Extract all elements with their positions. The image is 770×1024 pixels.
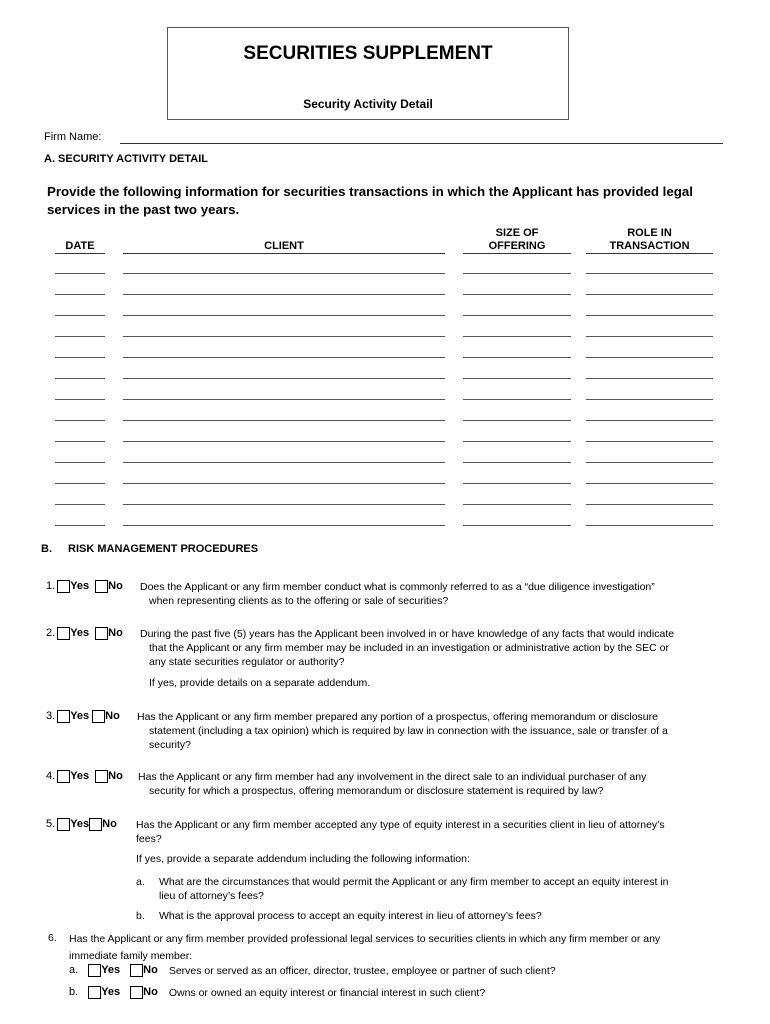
client-field[interactable] — [123, 399, 445, 400]
question-line: Has the Applicant or any firm member had any involvement in the direct sale to an individual purchaser of any — [138, 771, 647, 783]
section-a-heading: A. SECURITY ACTIVITY DETAIL — [44, 153, 208, 165]
role-field[interactable] — [586, 399, 713, 400]
client-field[interactable] — [123, 462, 445, 463]
question-number: 5. — [46, 818, 56, 830]
role-field[interactable] — [586, 483, 713, 484]
column-header-size-underline — [463, 253, 571, 254]
client-field[interactable] — [123, 315, 445, 316]
size-field[interactable] — [463, 315, 571, 316]
date-field[interactable] — [55, 378, 105, 379]
yes-checkbox[interactable] — [88, 964, 101, 977]
date-field[interactable] — [55, 315, 105, 316]
question-line: security for which a prospectus, offering memorandum or disclosure statement is required by law? — [149, 785, 604, 797]
no-checkbox[interactable] — [89, 818, 102, 831]
yes-label: Yes — [70, 627, 90, 639]
section-a-intro — [47, 183, 693, 219]
client-field[interactable] — [123, 441, 445, 442]
role-field[interactable] — [586, 441, 713, 442]
client-field[interactable] — [123, 378, 445, 379]
question-6-number: 6. — [48, 932, 57, 944]
no-checkbox[interactable] — [95, 580, 108, 593]
size-field[interactable] — [463, 336, 571, 337]
question-line: any state securities regulator or authority? — [149, 656, 345, 668]
question-5-sub-b: What is the approval process to accept an equity interest in lieu of attorney’s fees? — [159, 910, 542, 922]
client-field[interactable] — [123, 420, 445, 421]
role-field[interactable] — [586, 420, 713, 421]
client-field[interactable] — [123, 483, 445, 484]
client-field[interactable] — [123, 357, 445, 358]
column-header-role-line2: TRANSACTION — [609, 240, 690, 252]
firm-name-label: Firm Name: — [44, 131, 102, 143]
question-note: If yes, provide details on a separate addendum. — [149, 677, 371, 689]
date-field[interactable] — [55, 525, 105, 526]
role-field[interactable] — [586, 315, 713, 316]
size-field[interactable] — [463, 462, 571, 463]
yes-label: Yes — [101, 964, 121, 976]
size-field[interactable] — [463, 525, 571, 526]
question-note: If yes, provide a separate addendum including the following information: — [136, 853, 470, 865]
question-3-text — [137, 710, 668, 752]
column-header-client: CLIENT — [264, 240, 304, 252]
date-field[interactable] — [55, 357, 105, 358]
section-b-letter: B. — [41, 543, 52, 555]
column-header-date: DATE — [65, 240, 95, 252]
size-field[interactable] — [463, 357, 571, 358]
size-field[interactable] — [463, 273, 571, 274]
size-field[interactable] — [463, 399, 571, 400]
question-number: 3. — [46, 710, 56, 722]
date-field[interactable] — [55, 462, 105, 463]
client-field[interactable] — [123, 525, 445, 526]
question-line: Has the Applicant or any firm member provided professional legal services to securities clients in which any firm member or any — [69, 933, 661, 945]
question-1-answer — [46, 580, 123, 593]
column-header-date-underline — [55, 253, 105, 254]
date-field[interactable] — [55, 294, 105, 295]
client-field[interactable] — [123, 294, 445, 295]
column-header-size-line2: OFFERING — [488, 240, 546, 252]
section-b-heading: RISK MANAGEMENT PROCEDURES — [68, 543, 259, 555]
sub-letter: a. — [69, 964, 79, 976]
question-line: when representing clients as to the offering or sale of securities? — [149, 595, 449, 607]
question-line: immediate family member: — [69, 950, 193, 962]
column-header-role-underline — [586, 253, 713, 254]
question-line: lieu of attorney’s fees? — [159, 890, 264, 902]
yes-label: Yes — [70, 710, 90, 722]
question-3-answer — [46, 710, 120, 723]
role-field[interactable] — [586, 273, 713, 274]
question-number: 2. — [46, 627, 56, 639]
size-field[interactable] — [463, 441, 571, 442]
question-5-answer — [46, 818, 117, 831]
client-field[interactable] — [123, 273, 445, 274]
question-5-sub-b-letter: b. — [136, 910, 145, 922]
size-field[interactable] — [463, 483, 571, 484]
question-line: Owns or owned an equity interest or financial interest in such client? — [168, 987, 486, 999]
size-field[interactable] — [463, 420, 571, 421]
date-field[interactable] — [55, 441, 105, 442]
yes-checkbox[interactable] — [57, 710, 70, 723]
role-field[interactable] — [586, 462, 713, 463]
column-header-role-line1: ROLE IN — [627, 227, 672, 239]
client-field[interactable] — [123, 336, 445, 337]
yes-checkbox[interactable] — [57, 580, 70, 593]
role-field[interactable] — [586, 294, 713, 295]
date-field[interactable] — [55, 273, 105, 274]
question-line: Does the Applicant or any firm member conduct what is commonly referred to as a “due diligence investigation” — [140, 581, 655, 593]
size-field[interactable] — [463, 294, 571, 295]
date-field[interactable] — [55, 420, 105, 421]
date-field[interactable] — [55, 399, 105, 400]
yes-label: Yes — [101, 986, 121, 998]
question-1-text — [140, 580, 655, 608]
section-a-intro-line2: services in the past two years. — [47, 202, 240, 217]
no-checkbox[interactable] — [92, 710, 105, 723]
date-field[interactable] — [55, 504, 105, 505]
no-label: No — [143, 986, 158, 998]
question-4-answer — [46, 770, 123, 783]
question-line: During the past five (5) years has the Applicant been involved in or have knowledge of any facts that would indicate — [140, 628, 675, 640]
size-field[interactable] — [463, 378, 571, 379]
page-subtitle: Security Activity Detail — [303, 97, 433, 111]
question-line: Has the Applicant or any firm member prepared any portion of a prospectus, offering memorandum or disclosure — [137, 711, 658, 723]
page-title: SECURITIES SUPPLEMENT — [243, 43, 493, 64]
role-field[interactable] — [586, 336, 713, 337]
no-checkbox[interactable] — [130, 986, 143, 999]
sub-letter: b. — [69, 986, 79, 998]
column-header-role — [586, 227, 713, 253]
role-field[interactable] — [586, 357, 713, 358]
column-header-size — [463, 227, 571, 253]
yes-checkbox[interactable] — [57, 627, 70, 640]
question-2-answer — [46, 627, 123, 640]
size-field[interactable] — [463, 504, 571, 505]
question-6a-row — [69, 964, 556, 978]
date-field[interactable] — [55, 483, 105, 484]
no-label: No — [108, 627, 123, 639]
question-line: What are the circumstances that would permit the Applicant or any firm member to accept an equity interest in — [159, 876, 669, 888]
question-6-text — [69, 931, 660, 965]
section-a-intro-line1: Provide the following information for securities transactions in which the Applicant has provided legal — [47, 184, 693, 199]
no-label: No — [143, 964, 158, 976]
question-line: Serves or served as an officer, director, trustee, employee or partner of such client? — [168, 965, 556, 977]
column-header-size-line1: SIZE OF — [495, 227, 539, 239]
yes-checkbox[interactable] — [57, 818, 70, 831]
question-number: 1. — [46, 580, 56, 592]
question-4-text — [138, 770, 646, 798]
question-6b-row — [69, 986, 485, 1000]
question-line: statement (including a tax opinion) which is required by law in connection with the issuance, sale or transfer of a — [149, 725, 668, 737]
column-header-client-underline — [123, 253, 445, 254]
yes-checkbox[interactable] — [57, 770, 70, 783]
client-field[interactable] — [123, 504, 445, 505]
yes-label: Yes — [70, 770, 90, 782]
no-label: No — [108, 580, 123, 592]
question-5-text — [136, 818, 665, 866]
yes-checkbox[interactable] — [88, 986, 101, 999]
role-field[interactable] — [586, 378, 713, 379]
question-line: fees? — [136, 833, 162, 845]
question-line: security? — [149, 739, 192, 751]
role-field[interactable] — [586, 504, 713, 505]
question-line: Has the Applicant or any firm member accepted any type of equity interest in a securities client in lieu of attorney’s — [136, 819, 665, 831]
role-field[interactable] — [586, 525, 713, 526]
date-field[interactable] — [55, 336, 105, 337]
no-checkbox[interactable] — [130, 964, 143, 977]
question-5-sub-a — [159, 875, 669, 903]
question-line: that the Applicant or any firm member may be included in an investigation or administrative action by the SEC or — [149, 642, 670, 654]
question-number: 4. — [46, 770, 56, 782]
no-checkbox[interactable] — [95, 770, 108, 783]
question-5-sub-a-letter: a. — [136, 876, 145, 888]
firm-name-field[interactable] — [120, 143, 723, 144]
no-label: No — [102, 818, 117, 830]
question-2-text — [140, 627, 674, 690]
yes-label: Yes — [70, 580, 90, 592]
no-label: No — [108, 770, 123, 782]
no-label: No — [105, 710, 120, 722]
yes-label: Yes — [70, 818, 90, 830]
no-checkbox[interactable] — [95, 627, 108, 640]
